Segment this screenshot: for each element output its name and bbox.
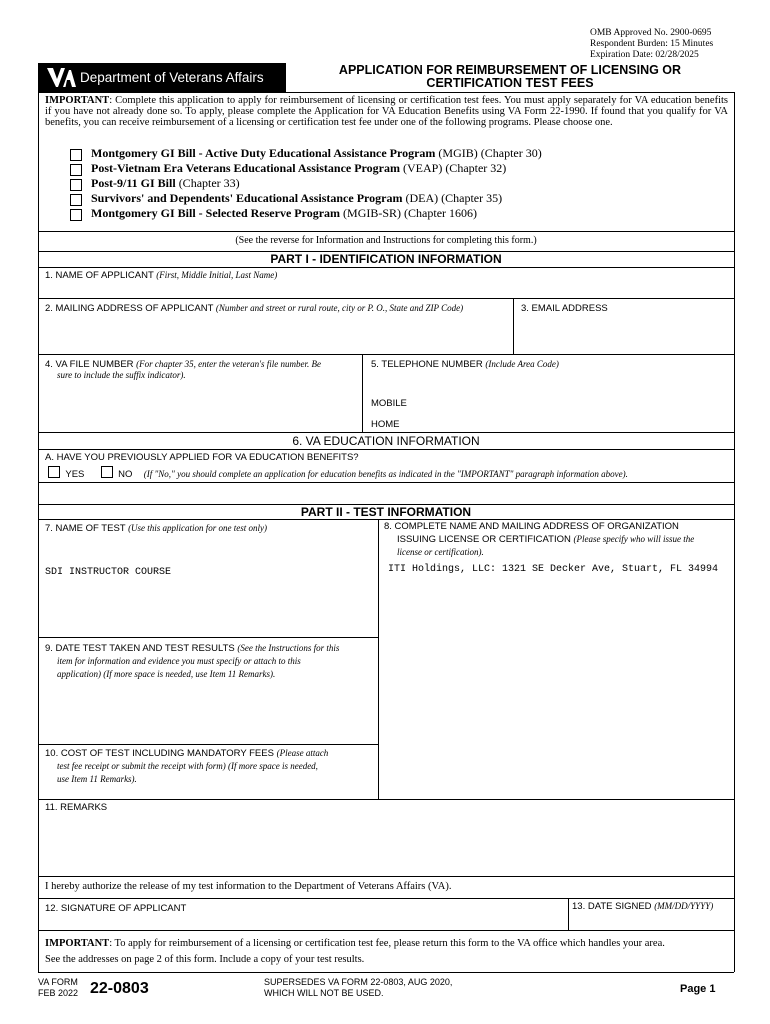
page-number: Page 1: [680, 983, 716, 995]
field5-label: [371, 359, 559, 370]
program-chapter: (Chapter 33): [175, 176, 240, 190]
divider: [378, 519, 379, 799]
label-hint: (Use this application for one test only): [128, 523, 268, 533]
program-name: Post-Vietnam Era Veterans Educational Assistance Program: [91, 161, 400, 175]
divider: [513, 298, 514, 354]
field2-label: [45, 303, 463, 314]
no-checkbox[interactable]: [101, 466, 113, 478]
divider: [38, 744, 379, 745]
label-hint: license or certification).: [397, 547, 484, 557]
checkbox[interactable]: [70, 209, 82, 221]
section6-question: A. HAVE YOU PREVIOUSLY APPLIED FOR VA EDUCATION BENEFITS?: [45, 452, 359, 463]
yes-label: YES: [65, 469, 85, 480]
part2-title: PART II - TEST INFORMATION: [300, 505, 472, 519]
date-signed-input[interactable]: [570, 914, 732, 929]
yes-checkbox[interactable]: [48, 466, 60, 478]
form-title: [287, 64, 733, 90]
program-chapter: (MGIB) (Chapter 30): [435, 146, 542, 160]
important-label: IMPORTANT: [45, 95, 110, 106]
important-return-note: [45, 936, 730, 968]
label-hint: use Item 11 Remarks).: [57, 774, 137, 784]
field11-label: 11. REMARKS: [45, 802, 108, 813]
program-name: Survivors' and Dependents' Educational Assistance Program: [91, 191, 403, 205]
label-hint: (Number and street or rural route, city or P. O., State and ZIP Code): [215, 303, 464, 313]
footer-date: FEB 2022: [38, 988, 79, 998]
omb-block: [590, 28, 713, 61]
section6-answer-row: [48, 466, 628, 480]
authorization-statement: I hereby authorize the release of my test information to the Department of Veterans Affairs (VA).: [45, 881, 452, 892]
divider: [38, 354, 734, 355]
label-text: 13. DATE SIGNED: [572, 901, 652, 912]
label-text: ISSUING LICENSE OR CERTIFICATION: [397, 534, 571, 545]
divider: [38, 799, 734, 800]
label-hint: sure to include the suffix indicator).: [57, 370, 186, 380]
footer-form-number: 22-0803: [90, 980, 149, 997]
label-hint: (MM/DD/YYYY): [654, 901, 714, 911]
program-name: Post-9/11 GI Bill: [91, 176, 176, 190]
divider: [38, 298, 734, 299]
program-chapter: (VEAP) (Chapter 32): [399, 161, 507, 175]
field13-label: [572, 901, 713, 912]
field8-label: [384, 521, 694, 559]
label-hint: (For chapter 35, enter the veteran's file number. Be: [136, 359, 322, 369]
field3-label: 3. EMAIL ADDRESS: [521, 303, 608, 314]
important-text: : To apply for reimbursement of a licensing or certification test fee, please return this form to the VA office which handles your area.: [109, 938, 665, 949]
applicant-name-input[interactable]: [39, 282, 733, 298]
program-chapter: (DEA) (Chapter 35): [402, 191, 503, 205]
label-hint: (First, Middle Initial, Last Name): [156, 270, 278, 280]
label-hint: test fee receipt or submit the receipt with form) (If more space is needed,: [57, 761, 318, 771]
checkbox[interactable]: [70, 179, 82, 191]
reverse-note: (See the reverse for Information and Instructions for completing this form.): [235, 235, 537, 246]
supersedes-line: WHICH WILL NOT BE USED.: [264, 988, 384, 998]
mobile-label: MOBILE: [371, 398, 407, 409]
field10-label: [45, 747, 328, 786]
label-hint: (Please attach: [276, 748, 329, 758]
field1-label: [45, 270, 277, 281]
label-hint: item for information and evidence you must specify or attach to this: [57, 656, 301, 666]
program-name: Montgomery GI Bill - Active Duty Educational Assistance Program: [91, 146, 436, 160]
checkbox[interactable]: [70, 194, 82, 206]
signature-input[interactable]: [39, 915, 565, 929]
important-paragraph: [45, 95, 728, 128]
mobile-phone-input[interactable]: [420, 395, 732, 410]
supersedes-line: SUPERSEDES VA FORM 22-0803, AUG 2020,: [264, 977, 453, 987]
no-label: NO: [118, 469, 133, 480]
label-hint: application) (If more space is needed, use Item 11 Remarks).: [57, 669, 276, 679]
organization-input[interactable]: ITI Holdings, LLC: 1321 SE Decker Ave, Stuart, FL 34994: [388, 564, 719, 575]
field12-label: 12. SIGNATURE OF APPLICANT: [45, 903, 187, 914]
divider: [38, 519, 734, 520]
part1-title: PART I - IDENTIFICATION INFORMATION: [270, 252, 502, 266]
footer-form-id: [38, 977, 78, 999]
home-label: HOME: [371, 419, 400, 430]
omb-number: OMB Approved No. 2900-0695: [590, 28, 712, 38]
va-file-number-input[interactable]: [39, 385, 359, 432]
remarks-input[interactable]: [39, 815, 733, 875]
divider: [38, 449, 734, 450]
label-text: 4. VA FILE NUMBER: [45, 359, 134, 370]
test-results-input[interactable]: [39, 682, 377, 744]
respondent-burden: Respondent Burden: 15 Minutes: [590, 39, 714, 49]
label-text: 7. NAME OF TEST: [45, 523, 126, 534]
important-text: : Complete this application to apply for reimbursement of licensing or certification test fees. You must apply separately for VA education benefits if you have not already done so. To apply, please complete the Application for VA Education Benefits using VA Form 22-1990. If found that you qualify for VA benefits, you can receive reimbursement of a licensing or certification test fee under one of the following programs. Please choose one.: [45, 95, 728, 128]
divider: [38, 876, 734, 877]
label-text: 10. COST OF TEST INCLUDING MANDATORY FEES: [45, 748, 274, 759]
divider: [38, 898, 734, 899]
label-text: 1. NAME OF APPLICANT: [45, 270, 154, 281]
field4-label: [45, 359, 321, 381]
divider: [38, 930, 734, 931]
footer-va-form: VA FORM: [38, 977, 78, 987]
mailing-address-input[interactable]: [39, 316, 511, 354]
divider: [38, 92, 734, 93]
label-hint: (Please specify who will issue the: [573, 534, 695, 544]
agency-name: Department of Veterans Affairs: [80, 70, 264, 85]
important-label: IMPORTANT: [45, 938, 110, 949]
divider: [362, 354, 363, 432]
va-logo-icon: [46, 67, 76, 88]
program-chapter: (MGIB-SR) (Chapter 1606): [340, 206, 478, 220]
agency-banner: [38, 63, 286, 92]
divider: [38, 972, 734, 973]
divider: [38, 637, 379, 638]
section6-note: (If "No," you should complete an application for education benefits as indicated in the "IMPORTANT" paragraph information above).: [143, 469, 628, 479]
divider: [38, 231, 734, 232]
label-hint: (Include Area Code): [485, 359, 559, 369]
divider: [38, 432, 734, 433]
checkbox[interactable]: [70, 149, 82, 161]
section6-title: 6. VA EDUCATION INFORMATION: [292, 434, 480, 448]
divider: [38, 482, 734, 483]
expiration-date: Expiration Date: 02/28/2025: [590, 50, 699, 60]
field9-label: [45, 642, 339, 681]
divider: [568, 898, 569, 930]
form-title-line2: CERTIFICATION TEST FEES: [426, 76, 594, 90]
important-text: See the addresses on page 2 of this form. Include a copy of your test results.: [45, 954, 365, 965]
label-text: 9. DATE TEST TAKEN AND TEST RESULTS: [45, 643, 235, 654]
test-name-input[interactable]: SDI INSTRUCTOR COURSE: [45, 567, 172, 578]
program-name: Montgomery GI Bill - Selected Reserve Program: [91, 206, 341, 220]
test-cost-input[interactable]: [39, 786, 377, 798]
label-text: 2. MAILING ADDRESS OF APPLICANT: [45, 303, 214, 314]
form-title-line1: APPLICATION FOR REIMBURSEMENT OF LICENSING OR: [338, 63, 682, 77]
checkbox[interactable]: [70, 164, 82, 176]
field7-label: [45, 523, 267, 534]
label-text: 8. COMPLETE NAME AND MAILING ADDRESS OF ORGANIZATION: [384, 521, 679, 532]
home-phone-input[interactable]: [420, 416, 732, 431]
divider: [38, 267, 734, 268]
email-input[interactable]: [515, 316, 732, 354]
footer-supersedes: [264, 977, 452, 999]
label-text: 5. TELEPHONE NUMBER: [371, 359, 483, 370]
label-hint: (See the Instructions for this: [237, 643, 340, 653]
